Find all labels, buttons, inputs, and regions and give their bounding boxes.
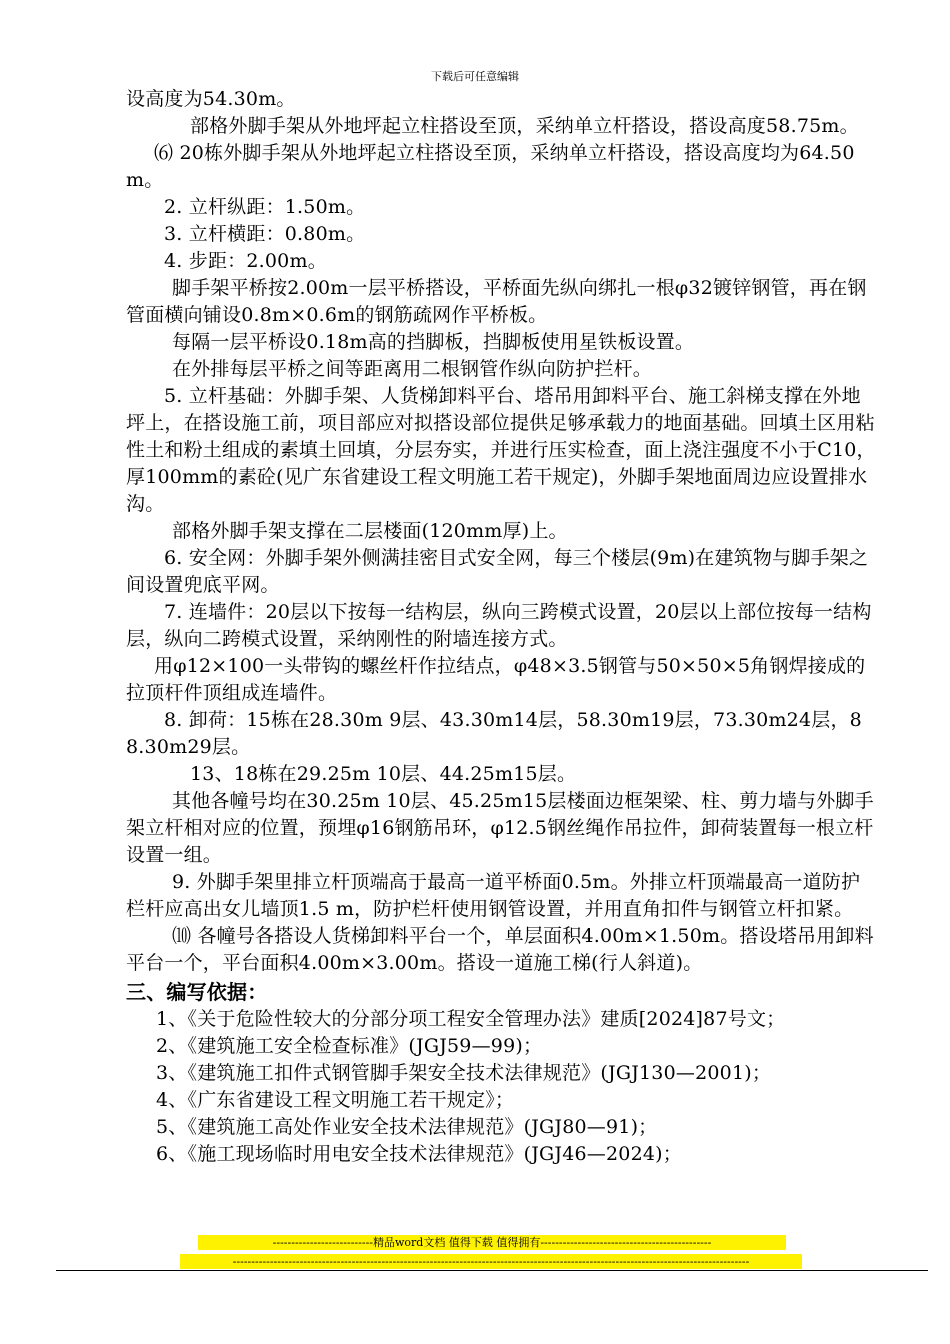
- reference-item: 4、《广东省建设工程文明施工若干规定》；: [156, 1089, 515, 1111]
- paragraph: 13、18栋在29.25m 10层、44.25m15层。: [190, 763, 577, 785]
- reference-item: 6、《施工现场临时用电安全技术法律规范》(JGJ46—2024)；: [156, 1143, 682, 1165]
- paragraph: 用φ12×100一头带钩的螺丝杆作拉结点，φ48×3.5钢管与50×50×5角钢焊接成的拉顶杆件顶组成连墙件。: [126, 655, 866, 704]
- paragraph: 2. 立杆纵距：1.50m。: [164, 196, 366, 218]
- reference-item: 5、《建筑施工高处作业安全技术法律规范》(JGJ80—91)；: [156, 1116, 658, 1138]
- header-note: 下载后可任意编辑: [431, 70, 519, 83]
- reference-item: 1、《关于危险性较大的分部分项工程安全管理办法》建质[2024]87号文；: [156, 1008, 786, 1030]
- footer-dash-line: -------------------------------------------------------------------------------------------------------------------------------------------: [180, 1254, 802, 1269]
- paragraph: 7. 连墙件：20层以下按每一结构层，纵向三跨模式设置，20层以上部位按每一结构层，纵向二跨模式设置，采纳刚性的附墙连接方式。: [126, 601, 872, 650]
- paragraph: ⑹ 20栋外脚手架从外地坪起立柱搭设至顶，采纳单立杆搭设，搭设高度均为64.50m。: [126, 142, 855, 191]
- section-heading: 三、编写依据：: [126, 980, 268, 1004]
- reference-item: 2、《建筑施工安全检查标准》(JGJ59—99)；: [156, 1035, 543, 1057]
- paragraph: 部格外脚手架从外地坪起立柱搭设至顶，采纳单立杆搭设，搭设高度58.75m。: [190, 115, 859, 137]
- reference-list: [126, 1006, 878, 1168]
- paragraph: 3. 立杆横距：0.80m。: [164, 223, 366, 245]
- paragraph: 6. 安全网：外脚手架外侧满挂密目式安全网，每三个楼层(9m)在建筑物与脚手架之间设置兜底平网。: [126, 547, 869, 596]
- paragraph: 其他各幢号均在30.25m 10层、45.25m15层楼面边框架梁、柱、剪力墙与外脚手架立杆相对应的位置，预埋φ16钢筋吊环，φ12.5钢丝绳作吊拉件，卸荷装置每一根立杆设置一组。: [126, 790, 874, 866]
- paragraph: 每隔一层平桥设0.18m高的挡脚板，挡脚板使用星铁板设置。: [172, 331, 695, 353]
- paragraph: 5. 立杆基础：外脚手架、人货梯卸料平台、塔吊用卸料平台、施工斜梯支撑在外地坪上，在搭设施工前，项目部应对拟搭设部位提供足够承载力的地面基础。回填土区用粘性土和粉土组成的素填土回填，分层夯实，并进行压实检查，面上浇注强度不小于C10，厚100mm的素砼(见广东省建设工程文明施工若干规定)，外脚手架地面周边应设置排水沟。: [126, 385, 876, 515]
- document-body: [126, 86, 878, 1168]
- paragraph: 9. 外脚手架里排立杆顶端高于最高一道平桥面0.5m。外排立杆顶端最高一道防护栏杆应高出女儿墙顶1.5 m，防护栏杆使用钢管设置，并用直角扣件与钢管立杆扣紧。: [126, 871, 861, 920]
- paragraph: 4. 步距：2.00m。: [164, 250, 327, 272]
- footer-watermark-line: ---------------------------精品word文档 值得下载 值得拥有----------------------------------------------: [198, 1235, 786, 1250]
- paragraph: 部格外脚手架支撑在二层楼面(120mm厚)上。: [172, 520, 568, 542]
- paragraph: 在外排每层平桥之间等距离用二根钢管作纵向防护拦杆。: [172, 358, 653, 380]
- footer-divider: [56, 1270, 928, 1271]
- paragraph: 设高度为54.30m。: [126, 88, 296, 110]
- paragraph: ⑽ 各幢号各搭设人货梯卸料平台一个，单层面积4.00m×1.50m。搭设塔吊用卸料平台一个，平台面积4.00m×3.00m。搭设一道施工梯(行人斜道)。: [126, 925, 874, 974]
- paragraph: 8. 卸荷：15栋在28.30m 9层、43.30m14层，58.30m19层，73.30m24层，88.30m29层。: [126, 709, 862, 758]
- reference-item: 3、《建筑施工扣件式钢管脚手架安全技术法律规范》(JGJ130—2001)；: [156, 1062, 772, 1084]
- paragraph: 脚手架平桥按2.00m一层平桥搭设，平桥面先纵向绑扎一根φ32镀锌钢管，再在钢管面横向铺设0.8m×0.6m的钢筋疏网作平桥板。: [126, 277, 867, 326]
